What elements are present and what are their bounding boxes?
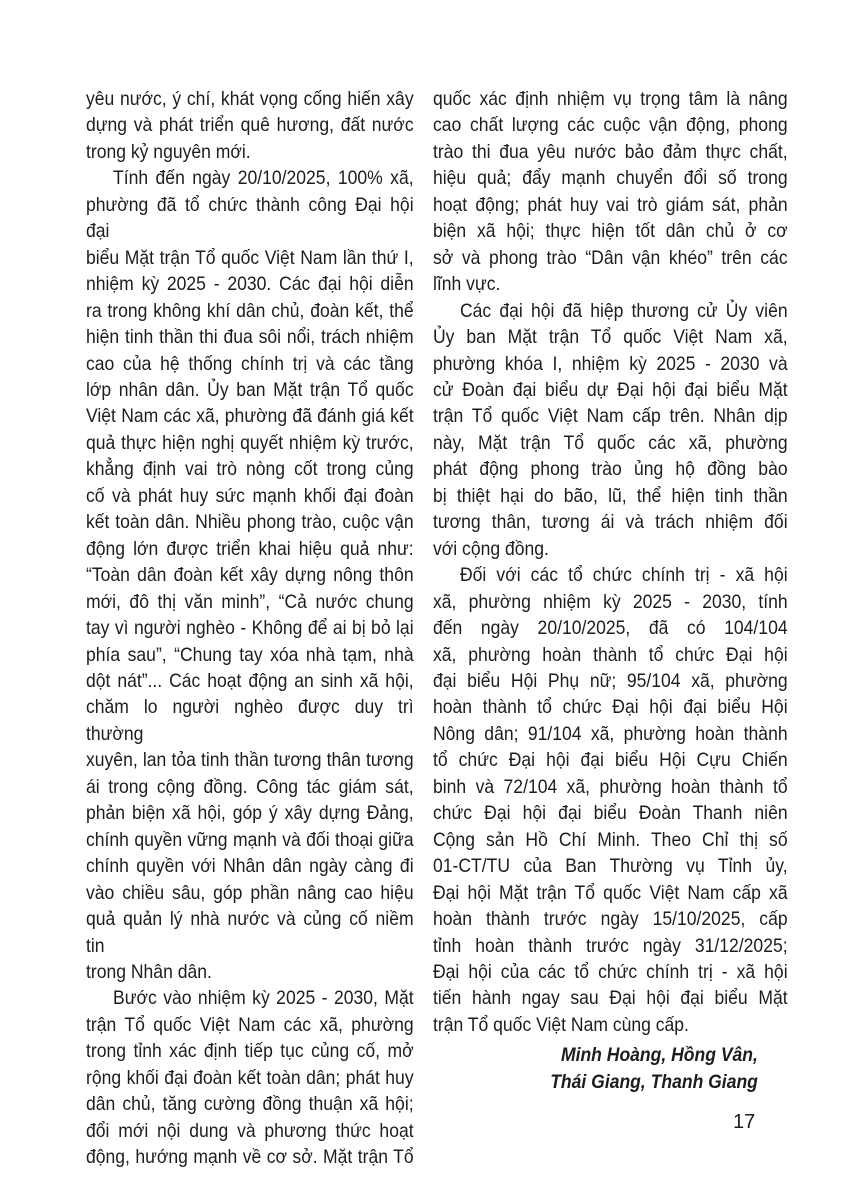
text-line: Bước vào nhiệm kỳ 2025 - 2030, Mặt (113, 987, 414, 1010)
text-line: ái trong cộng đồng. Công tác giám sát, (86, 775, 414, 798)
text-line: vào chiều sâu, góp phần nâng cao hiệu (86, 881, 414, 904)
text-line: binh và 72/104 xã, phường hoàn thành tổ (433, 775, 788, 798)
text-line: hoàn thành tổ chức Đại hội đại biểu Hội (433, 696, 788, 719)
text-line: cử Đoàn đại biểu dự Đại hội đại biểu Mặt (433, 378, 788, 401)
paragraph (86, 985, 414, 1170)
text-line: trận Tổ quốc Việt Nam các xã, phường (86, 1013, 414, 1036)
text-column-right (433, 86, 788, 1095)
text-line: mới, đô thị văn minh”, “Cả nước chung (86, 590, 414, 613)
text-line: chức Đại hội đại biểu Đoàn Thanh niên (433, 802, 788, 825)
text-line: Cộng sản Hồ Chí Minh. Theo Chỉ thị số (433, 828, 788, 851)
author-signature-line: Minh Hoàng, Hồng Vân, (560, 1044, 758, 1067)
text-line: xã, phường nhiệm kỳ 2025 - 2030, tính (433, 590, 788, 613)
text-line: tổ chức Đại hội đại biểu Hội Cựu Chiến (433, 749, 788, 772)
text-line: động lớn được triển khai hiệu quả như: (86, 537, 414, 560)
text-line: trào thi đua yêu nước bảo đảm thực chất, (433, 140, 788, 163)
paragraph (86, 86, 414, 165)
text-column-left (86, 86, 413, 1171)
text-line: Tính đến ngày 20/10/2025, 100% xã, (113, 167, 414, 190)
text-column-right-content (433, 86, 788, 1095)
text-line: động, hướng mạnh về cơ sở. Mặt trận Tổ (86, 1146, 414, 1169)
text-column-left-content (86, 86, 414, 1171)
text-line: phường khóa I, nhiệm kỳ 2025 - 2030 và (433, 352, 788, 375)
text-line: biện xã hội; thực hiện tốt dân chủ ở cơ (433, 220, 788, 243)
text-line: xã, phường hoàn thành tổ chức Đại hội (433, 643, 788, 666)
text-line: cố và phát huy sức mạnh khối đại đoàn (86, 484, 414, 507)
text-line: tay vì người nghèo - Không để ai bị bỏ lại (86, 617, 414, 640)
paragraph (86, 165, 414, 985)
text-line: rộng khối đại đoàn kết toàn dân; phát huy (86, 1066, 414, 1089)
text-line: phản biện xã hội, góp ý xây dựng Đảng, (86, 802, 414, 825)
text-line: tiến hành ngay sau Đại hội đại biểu Mặt (433, 987, 788, 1010)
text-line: trận Tổ quốc Việt Nam cùng cấp. (433, 1013, 689, 1036)
text-line: trong tỉnh xác định tiếp tục củng cố, mở (86, 1040, 414, 1063)
text-line: đến ngày 20/10/2025, đã có 104/104 (433, 617, 788, 640)
text-line: dân chủ, tăng cường đồng thuận xã hội; (86, 1093, 414, 1116)
text-line: Đại hội Mặt trận Tổ quốc Việt Nam cấp xã (433, 881, 788, 904)
text-line: Việt Nam các xã, phường đã đánh giá kết (86, 405, 414, 428)
paragraph (433, 86, 788, 298)
text-line: tỉnh hoàn thành trước ngày 31/12/2025; (433, 934, 788, 957)
text-line: 01-CT/TU của Ban Thường vụ Tỉnh ủy, (433, 855, 788, 878)
text-line: trong kỷ nguyên mới. (86, 140, 251, 163)
text-line: hiệu quả; đẩy mạnh chuyển đổi số trong (433, 167, 788, 190)
text-line: dột nát”... Các hoạt động an sinh xã hội, (86, 669, 414, 692)
paragraph (433, 298, 788, 563)
text-line: trong Nhân dân. (86, 960, 212, 983)
text-line: cao của hệ thống chính trị và các tầng (86, 352, 414, 375)
text-line: Ủy ban Mặt trận Tổ quốc Việt Nam xã, (433, 326, 788, 349)
text-line: tương thân, tương ái và trách nhiệm đối (433, 511, 788, 534)
page-number: 17 (733, 1111, 756, 1133)
text-line: phát động phong trào ủng hộ đồng bào (433, 458, 788, 481)
text-line: đại biểu Hội Phụ nữ; 95/104 xã, phường (433, 669, 788, 692)
text-line: sở và phong trào “Dân vận khéo” trên các (433, 246, 788, 269)
text-line: này, Mặt trận Tổ quốc các xã, phường (433, 431, 788, 454)
text-line: Đại hội của các tổ chức chính trị - xã hội (433, 960, 788, 983)
text-line: đổi mới nội dung và phương thức hoạt (86, 1119, 414, 1142)
text-line: dựng và phát triển quê hương, đất nước (86, 114, 414, 137)
text-line: xuyên, lan tỏa tinh thần tương thân tương (86, 749, 414, 772)
text-line: biểu Mặt trận Tổ quốc Việt Nam lần thứ I, (86, 246, 414, 269)
author-signature (433, 1042, 788, 1095)
text-line: trận Tổ quốc Việt Nam cấp trên. Nhân dịp (433, 405, 788, 428)
text-line: lĩnh vực. (433, 273, 501, 296)
text-line: yêu nước, ý chí, khát vọng cống hiến xây (86, 88, 414, 110)
text-line: chính quyền với Nhân dân ngày càng đi (86, 855, 414, 878)
text-line: lớp nhân dân. Ủy ban Mặt trận Tổ quốc (86, 378, 414, 401)
text-line: quả quản lý nhà nước và củng cố niềm tin (86, 908, 414, 957)
text-line: với cộng đồng. (433, 537, 549, 560)
text-line: phường đã tổ chức thành công Đại hội đại (86, 193, 414, 243)
text-line: phía sau”, “Chung tay xóa nhà tạm, nhà (86, 643, 414, 666)
text-line: kết toàn dân. Nhiều phong trào, cuộc vận (86, 511, 414, 534)
text-line: khẳng định vai trò nòng cốt trong củng (86, 458, 414, 481)
paragraph (433, 562, 788, 1038)
text-line: hoàn thành trước ngày 15/10/2025, cấp (433, 908, 788, 931)
text-line: Đối với các tổ chức chính trị - xã hội (460, 564, 788, 587)
text-line: bị thiệt hại do bão, lũ, thể hiện tinh thần (433, 484, 788, 507)
text-line: nhiệm kỳ 2025 - 2030. Các đại hội diễn (86, 273, 414, 296)
text-line: hiện tinh thần thi đua sôi nổi, trách nhiệm (86, 326, 414, 349)
author-signature-line: Thái Giang, Thanh Giang (550, 1070, 758, 1093)
text-line: Các đại hội đã hiệp thương cử Ủy viên (460, 299, 788, 322)
text-line: chính quyền vững mạnh và đối thoại giữa (86, 828, 414, 851)
text-line: chăm lo người nghèo được duy trì thường (86, 696, 414, 745)
text-line: Nông dân; 91/104 xã, phường hoàn thành (433, 722, 788, 745)
text-line: ra trong không khí dân chủ, đoàn kết, thể (86, 299, 414, 322)
text-line: quốc xác định nhiệm vụ trọng tâm là nâng (433, 88, 788, 110)
text-line: cao chất lượng các cuộc vận động, phong (433, 114, 788, 137)
text-line: quả thực hiện nghị quyết nhiệm kỳ trước, (86, 431, 414, 454)
text-line: hoạt động; phát huy vai trò giám sát, phản (433, 193, 788, 216)
text-line: “Toàn dân đoàn kết xây dựng nông thôn (86, 564, 414, 587)
